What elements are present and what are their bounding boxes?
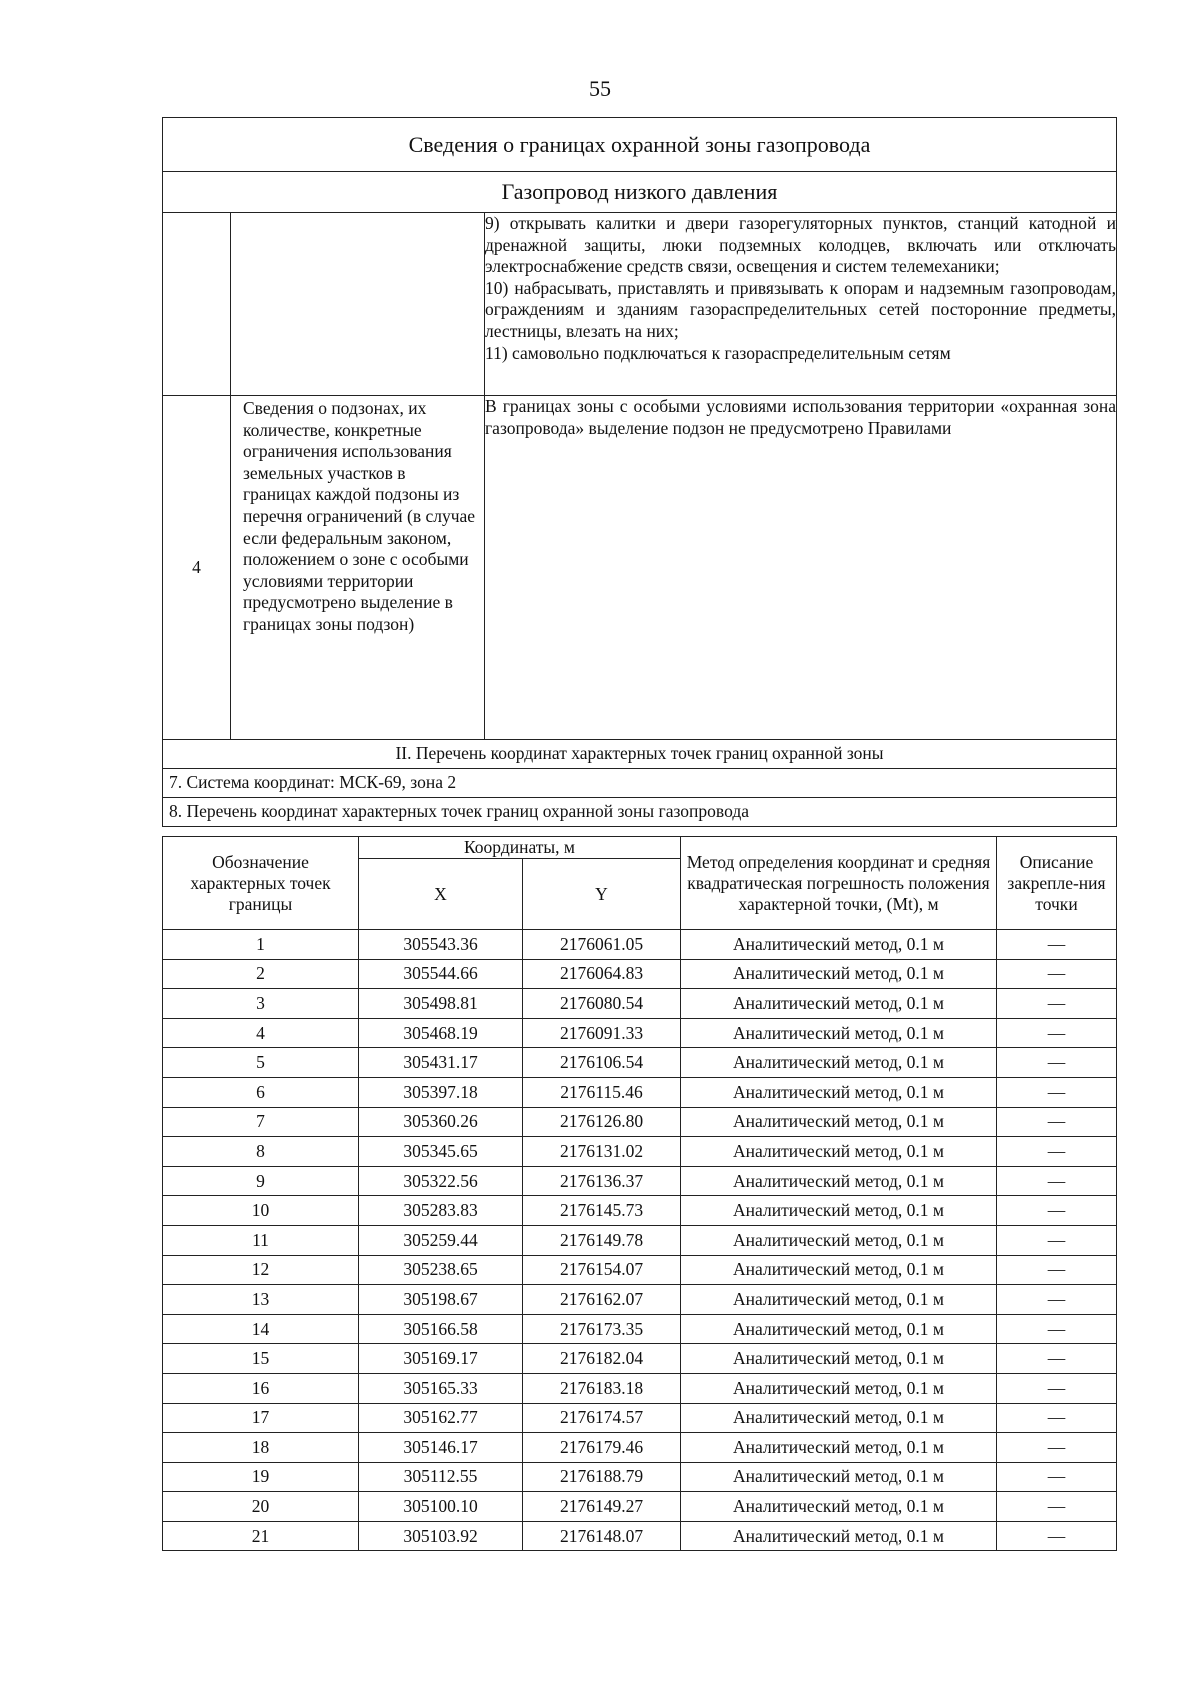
method-value: Аналитический метод, 0.1 м [681,1225,997,1255]
y-value: 2176183.18 [523,1373,681,1403]
x-value: 305166.58 [359,1314,523,1344]
subzone-label: Сведения о подзонах, их количестве, конкретные ограничения использования земельных участков в границах каждой подзоны из перечня ограничений (в случае если федеральным законом, положением о зоне с особыми условиями территории предусмотрено выделение в границах зоны подзон) [231,396,485,740]
y-value: 2176149.78 [523,1225,681,1255]
fixing-value: — [997,1314,1117,1344]
method-value: Аналитический метод, 0.1 м [681,1462,997,1492]
table-row [163,1492,1117,1522]
x-value: 305283.83 [359,1196,523,1226]
col-header-coords: Координаты, м [359,837,681,859]
restriction-item: 9) открывать калитки и двери газорегуляторных пунктов, станций катодной и дренажной защиты, люки подземных колодцев, включать или отключать электроснабжение средств связи, освещения и систем телемеханики; [485,213,1116,277]
fixing-value: — [997,1048,1117,1078]
method-value: Аналитический метод, 0.1 м [681,1166,997,1196]
point-number: 15 [163,1344,359,1374]
method-value: Аналитический метод, 0.1 м [681,1196,997,1226]
y-value: 2176080.54 [523,989,681,1019]
y-value: 2176174.57 [523,1403,681,1433]
x-value: 305360.26 [359,1107,523,1137]
method-value: Аналитический метод, 0.1 м [681,1492,997,1522]
point-number: 3 [163,989,359,1019]
method-value: Аналитический метод, 0.1 м [681,1373,997,1403]
point-number: 8 [163,1137,359,1167]
empty-number-cell [163,213,231,396]
x-value: 305169.17 [359,1344,523,1374]
page-number: 55 [589,76,611,101]
x-value: 305259.44 [359,1225,523,1255]
y-value: 2176179.46 [523,1433,681,1463]
x-value: 305165.33 [359,1373,523,1403]
method-value: Аналитический метод, 0.1 м [681,1077,997,1107]
table-row [163,1433,1117,1463]
point-number: 12 [163,1255,359,1285]
x-value: 305498.81 [359,989,523,1019]
method-value: Аналитический метод, 0.1 м [681,1137,997,1167]
table-row [163,1107,1117,1137]
method-value: Аналитический метод, 0.1 м [681,1521,997,1551]
y-value: 2176126.80 [523,1107,681,1137]
point-number: 7 [163,1107,359,1137]
restriction-item: 10) набрасывать, приставлять и привязывать к опорам и надземным газопроводам, ограждениям и зданиям газораспределительных сетей посторонние предметы, лестницы, влезать на них; [485,277,1116,341]
table-title: Сведения о границах охранной зоны газопровода [163,118,1117,172]
table-row [163,1137,1117,1167]
y-value: 2176149.27 [523,1492,681,1522]
fixing-value: — [997,1166,1117,1196]
x-value: 305100.10 [359,1492,523,1522]
method-value: Аналитический метод, 0.1 м [681,1018,997,1048]
empty-label-cell [231,213,485,396]
x-value: 305544.66 [359,959,523,989]
x-value: 305431.17 [359,1048,523,1078]
coord-system: 7. Система координат: МСК-69, зона 2 [163,769,1117,798]
restrictions-cell [485,213,1117,396]
x-value: 305162.77 [359,1403,523,1433]
y-value: 2176154.07 [523,1255,681,1285]
table-row [163,1344,1117,1374]
point-number: 13 [163,1285,359,1315]
x-value: 305345.65 [359,1137,523,1167]
point-number: 4 [163,1018,359,1048]
fixing-value: — [997,1521,1117,1551]
x-value: 305146.17 [359,1433,523,1463]
y-value: 2176131.02 [523,1137,681,1167]
table-row [163,1373,1117,1403]
table-row [163,1048,1117,1078]
table-row [163,1521,1117,1551]
table-row [163,1255,1117,1285]
x-value: 305468.19 [359,1018,523,1048]
method-value: Аналитический метод, 0.1 м [681,989,997,1019]
fixing-value: — [997,1225,1117,1255]
method-value: Аналитический метод, 0.1 м [681,1255,997,1285]
col-header-method: Метод определения координат и средняя квадратическая погрешность положения характерной точки, (Mt), м [681,837,997,930]
y-value: 2176148.07 [523,1521,681,1551]
table-row [163,1403,1117,1433]
point-number: 21 [163,1521,359,1551]
table-row [163,1018,1117,1048]
method-value: Аналитический метод, 0.1 м [681,1314,997,1344]
table-row [163,959,1117,989]
method-value: Аналитический метод, 0.1 м [681,930,997,960]
table-row [163,1225,1117,1255]
point-number: 1 [163,930,359,960]
table-row [163,1166,1117,1196]
table-row [163,989,1117,1019]
col-header-x: X [359,859,523,930]
y-value: 2176182.04 [523,1344,681,1374]
y-value: 2176091.33 [523,1018,681,1048]
method-value: Аналитический метод, 0.1 м [681,1344,997,1374]
point-number: 11 [163,1225,359,1255]
fixing-value: — [997,1255,1117,1285]
col-header-point: Обозначение характерных точек границы [163,837,359,930]
subzone-value: В границах зоны с особыми условиями использования территории «охранная зона газопровода» выделение подзон не предусмотрено Правилами [485,396,1117,740]
col-header-y: Y [523,859,681,930]
fixing-value: — [997,1373,1117,1403]
fixing-value: — [997,989,1117,1019]
fixing-value: — [997,1344,1117,1374]
point-number: 20 [163,1492,359,1522]
fixing-value: — [997,1137,1117,1167]
row-number: 4 [163,396,231,740]
fixing-value: — [997,1077,1117,1107]
coord-list-title: 8. Перечень координат характерных точек границ охранной зоны газопровода [163,798,1117,827]
y-value: 2176064.83 [523,959,681,989]
x-value: 305198.67 [359,1285,523,1315]
y-value: 2176173.35 [523,1314,681,1344]
y-value: 2176136.37 [523,1166,681,1196]
fixing-value: — [997,1433,1117,1463]
table-row [163,1285,1117,1315]
point-number: 16 [163,1373,359,1403]
fixing-value: — [997,1107,1117,1137]
y-value: 2176061.05 [523,930,681,960]
point-number: 17 [163,1403,359,1433]
point-number: 2 [163,959,359,989]
method-value: Аналитический метод, 0.1 м [681,959,997,989]
col-header-fixing: Описание закрепле-ния точки [997,837,1117,930]
point-number: 9 [163,1166,359,1196]
table-row [163,930,1117,960]
point-number: 18 [163,1433,359,1463]
table-row [163,1314,1117,1344]
point-number: 14 [163,1314,359,1344]
y-value: 2176162.07 [523,1285,681,1315]
zone-info-table [162,117,1117,827]
point-number: 19 [163,1462,359,1492]
x-value: 305397.18 [359,1077,523,1107]
x-value: 305543.36 [359,930,523,960]
y-value: 2176145.73 [523,1196,681,1226]
point-number: 10 [163,1196,359,1226]
x-value: 305322.56 [359,1166,523,1196]
method-value: Аналитический метод, 0.1 м [681,1433,997,1463]
x-value: 305112.55 [359,1462,523,1492]
section-title: II. Перечень координат характерных точек границ охранной зоны [163,740,1117,769]
fixing-value: — [997,1285,1117,1315]
fixing-value: — [997,1196,1117,1226]
x-value: 305238.65 [359,1255,523,1285]
method-value: Аналитический метод, 0.1 м [681,1107,997,1137]
restriction-item: 11) самовольно подключаться к газораспределительным сетям [485,342,951,363]
coordinates-table [162,836,1117,1551]
fixing-value: — [997,959,1117,989]
y-value: 2176188.79 [523,1462,681,1492]
fixing-value: — [997,1018,1117,1048]
y-value: 2176106.54 [523,1048,681,1078]
table-row [163,1196,1117,1226]
y-value: 2176115.46 [523,1077,681,1107]
method-value: Аналитический метод, 0.1 м [681,1048,997,1078]
point-number: 6 [163,1077,359,1107]
fixing-value: — [997,930,1117,960]
method-value: Аналитический метод, 0.1 м [681,1403,997,1433]
method-value: Аналитический метод, 0.1 м [681,1285,997,1315]
fixing-value: — [997,1403,1117,1433]
table-subtitle: Газопровод низкого давления [163,172,1117,213]
point-number: 5 [163,1048,359,1078]
fixing-value: — [997,1492,1117,1522]
fixing-value: — [997,1462,1117,1492]
x-value: 305103.92 [359,1521,523,1551]
table-row [163,1077,1117,1107]
table-row [163,1462,1117,1492]
